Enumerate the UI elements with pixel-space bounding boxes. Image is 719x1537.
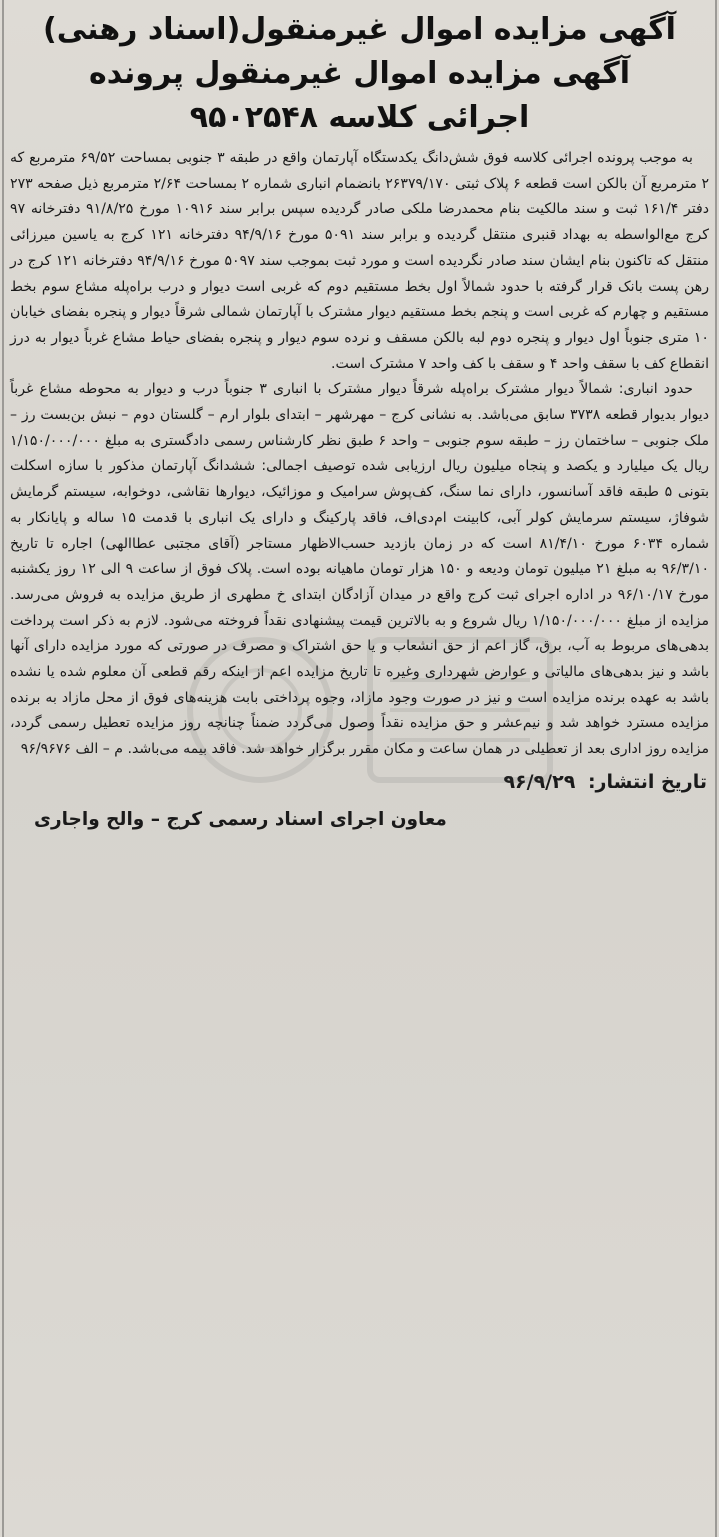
publish-date-value: ۹۶/۹/۲۹ [503,770,576,793]
notice-title-line-2: آگهی مزایده اموال غیرمنقول پرونده [89,56,630,91]
notice-body [10,146,709,763]
publish-date-line [10,765,709,799]
notice-title-line-3: اجرائی کلاسه ۹۵۰۲۵۴۸ [189,100,530,135]
notice-paragraph-details: حدود انباری: شمالاً دیوار مشترک براه‌پله شرقاً دیوار مشترک با انباری ۳ جنوباً درب و دیوار به محوطه مشاع غرباً دیوار بدیوار قطعه ۳۷۳۸ سابق می‌باشد. به نشانی کرج – مهرشهر – ابتدای بلوار ارم – گلستان دوم – نبش بن‌بست رز – ملک جنوبی – ساختمان رز – طبقه سوم جنوبی – واحد ۶ طبق نظر کارشناس رسمی دادگستری به مبلغ ۱/۱۵۰/۰۰۰/۰۰۰ ریال یک میلیارد و یکصد و پنجاه میلیون ریال ارزیابی شده توصیف اجمالی: ششدانگ آپارتمان مذکور با سازه اسکلت بتونی ۵ طبقه فاقد آسانسور، دارای نما سنگ، کف‌پوش سرامیک و موزائیک، دیوارها نقاشی، دوخوابه، سیستم گرمایش شوفاژ، سیستم سرمایش کولر آبی، کابینت ام‌دی‌اف، فاقد پارکینگ و دارای یک انباری با قدمت ۱۵ ساله و پایانکار به شماره ۶۰۳۴ مورخ ۸۱/۴/۱۰ است که در زمان بازدید حسب‌الاظهار مستاجر (آقای مجتبی عطاالهی) اجاره تا تاریخ ۹۶/۳/۱۰ به مبلغ ۲۱ میلیون تومان ودیعه و ۱۵۰ هزار تومان ماهیانه بوده است. پلاک فوق از ساعت ۹ الی ۱۲ روز یکشنبه مورخ ۹۶/۱۰/۱۷ در اداره اجرای ثبت کرج واقع در میدان آزادگان ابتدای خ مطهری از طریق مزایده به فروش می‌رسد. مزایده از مبلغ ۱/۱۵۰/۰۰۰/۰۰۰ ریال شروع و به بالاترین قیمت پیشنهادی نقداً فروخته می‌شود. لازم به ذکر است پرداخت بدهی‌های مربوط به آب، برق، گاز اعم از حق انشعاب و یا حق اشتراک و مصرف در صورتی که مورد مزایده دارای آنها باشد و نیز بدهی‌های مالیاتی و عوارض شهرداری وغیره تا تاریخ مزایده اعم از اینکه رقم قطعی آن معلوم شده یا نشده باشد به عهده برنده مزایده است و نیز در صورت وجود مازاد، وجوه پرداختی بابت هزینه‌های فوق از محل مازاد به برنده مزایده مسترد خواهد شد و نیم‌عشر و حق مزایده نقداً وصول می‌گردد ضمناً چنانچه روز مزایده تعطیل رسمی گردد، مزایده روز اداری بعد از تعطیلی در همان ساعت و مکان مقرر برگزار خواهد شد. فاقد بیمه می‌باشد. م – الف ۹۶/۹۶۷۶ [10,381,710,758]
notice-paragraph-property: به موجب پرونده اجرائی کلاسه فوق شش‌دانگ یکدستگاه آپارتمان واقع در طبقه ۳ جنوبی بمساحت ۶۹/۵۲ مترمربع که ۲ مترمربع آن بالکن است قطعه ۶ پلاک ثبتی ۲۶۳۷۹/۱۷۰ بانضمام انباری شماره ۲ بمساحت ۲/۶۴ مترمربع ذیل صفحه ۲۷۳ دفتر ۱۶۱/۴ ثبت و سند مالکیت بنام محمدرضا ملکی صادر گردیده سپس برابر سند ۱۰۹۱۶ مورخ ۹۱/۸/۲۵ دفترخانه ۹۷ کرج مع‌الواسطه به بهداد قنبری منتقل گردیده و برابر سند ۵۰۹۱ مورخ ۹۴/۹/۱۶ دفترخانه ۱۲۱ کرج به یاسین میرزائی منتقل که تاکنون بنام ایشان سند صادر نگردیده است و مورد ثبت بموجب سند ۵۰۹۷ مورخ ۹۴/۹/۱۶ دفترخانه ۱۲۱ کرج در رهن پست بانک قرار گرفته با حدود شمالاً اول بخط مستقیم دوم که غربی است دیوار و درب براه‌پله مشاع سوم بخط مستقیم و چهارم که غربی است و پنجم بخط مستقیم دیوار مشترک با آپارتمان شمالی شرقاً دیوار و پنجره بفضای خیابان ۱۰ متری جنوباً اول دیوار و پنجره دوم لبه بالکن مسقف و نرده سوم دیوار و پنجره بفضای حیاط مشاع غرباً دیوار به درز انقطاع کف با سقف واحد ۴ و سقف با کف واحد ۷ مشترک است. [10,150,710,372]
notice-title-line-1: آگهی مزایده اموال غیرمنقول(اسناد رهنی) [43,12,676,47]
signature: معاون اجرای اسناد رسمی کرج – والح واجاری [34,808,447,830]
publish-date-label: تاریخ انتشار: [587,770,707,793]
